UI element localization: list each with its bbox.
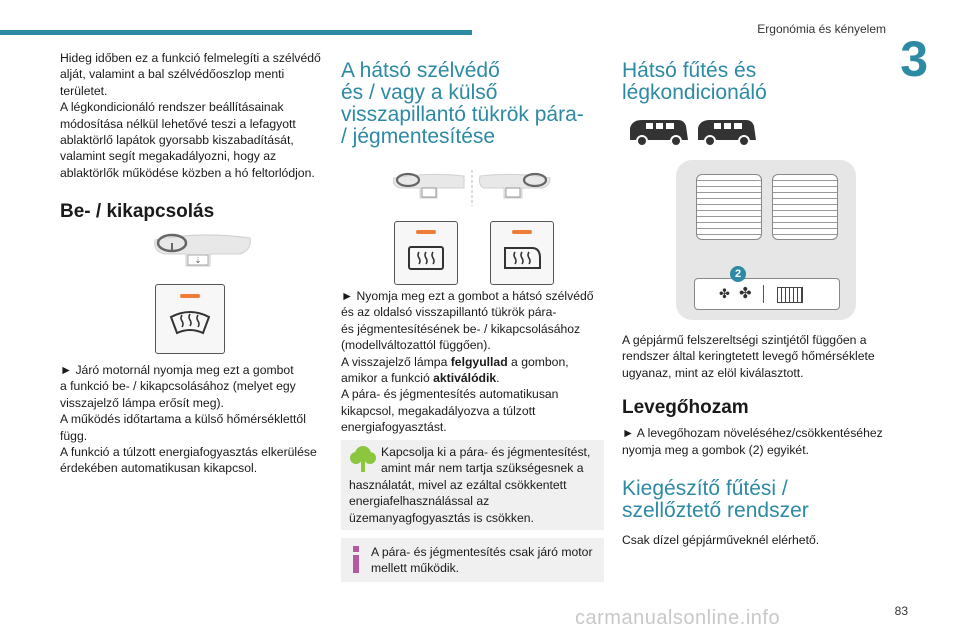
front-defrost-button-icon [155,284,225,354]
header-bar [0,30,472,35]
column-2-body [341,288,606,436]
heading-rear-defrost: A hátsó szélvédő és / vagy a külső visszapillantó tükrök pára- / jégmentesítése [341,59,584,148]
chapter-number: 3 [900,31,928,87]
dashboard-rear-icon [392,168,552,208]
column-1-body [60,362,325,477]
intro-text: Hideg időben ez a funkció felmelegíti a szélvédő alját, valamint a bal szélvédőoszlop menti területet. A légkondicionáló rendszer beállításainak módosítása nélkül lehetővé teszi a lefagyott ablaktörlő lapátok gyorsabb kiszabadítását, valamint segít megakadályozni, hogy az ablaktörlők működése közben a hó feltorlódjon. [60,51,321,180]
svg-text:⇣: ⇣ [194,256,202,265]
on-off-text: ► Járó motornál nyomja meg ezt a gombot a funkció be- / kikapcsolásához (melyet egy visszajelző lámpa erősít meg). A működés időtartama a külső hőmérséklettől függ. A funkció a túlzott energiafogyasztás elkerülése érdekében automatikusan kikapcsol. [60,363,317,476]
column-1 [60,50,325,223]
van-icon [628,116,690,148]
mirror-defrost-button-icon [490,221,554,285]
eco-note: Kapcsolja ki a pára- és jégmentesítést, amint már nem tartja szükségesnek a használatát, mivel az ezáltal csökkentett energiafelhasználással az üzemanyagfogyasztás is csökken. [341,440,604,530]
watermark: carmanualsonline.info [575,607,781,629]
callout-badge: 2 [730,266,746,282]
airflow-text: ► A levegőhozam növeléséhez/csökkentéséhez nyomja meg a gombok (2) egyikét. [622,426,883,457]
aux-heating-text: Csak dízel gépjárműveknél elérhető. [622,533,820,548]
page-number: 83 [894,604,908,618]
rear-defrost-button-icon [394,221,458,285]
rear-defrost-text: ► Nyomja meg ezt a gombot a hátsó szélvédő és az oldalsó visszapillantó tükrök pára- és jégmentesítésének be- / kikapcsolásához (modellváltozattól függően). A visszajelző lámpa felgyullad a gombon, amikor a funkció aktiválódik. A pára- és jégmentesítés automatikusan kikapcsol, megakadályozva a túlzott energiafogyasztást. [341,289,594,435]
column-3-body [622,332,892,548]
column-3 [622,60,892,104]
dashboard-steering-icon [150,228,255,270]
heading-on-off: Be- / kikapcsolás [60,201,215,223]
rear-vent-panel-icon: ✤ ✤ 2 [676,160,856,320]
info-icon [353,546,359,574]
van-icon [696,116,758,148]
heading-airflow: Levegőhozam [622,397,749,419]
heading-aux-heating: Kiegészítő fűtési / szellőztető rendszer [622,477,809,523]
section-title: Ergonómia és kényelem [757,22,886,36]
column-2 [341,60,606,148]
info-note: A pára- és jégmentesítés csak járó motor mellett működik. [341,538,604,582]
rear-heating-desc: A gépjármű felszereltségi szintjétől függően a rendszer által keringtetett levegő hőmérséklete ugyanaz, mint az elöl kiválasztott. [622,333,875,380]
heading-rear-heating: Hátsó fűtés és légkondicionáló [622,59,767,104]
